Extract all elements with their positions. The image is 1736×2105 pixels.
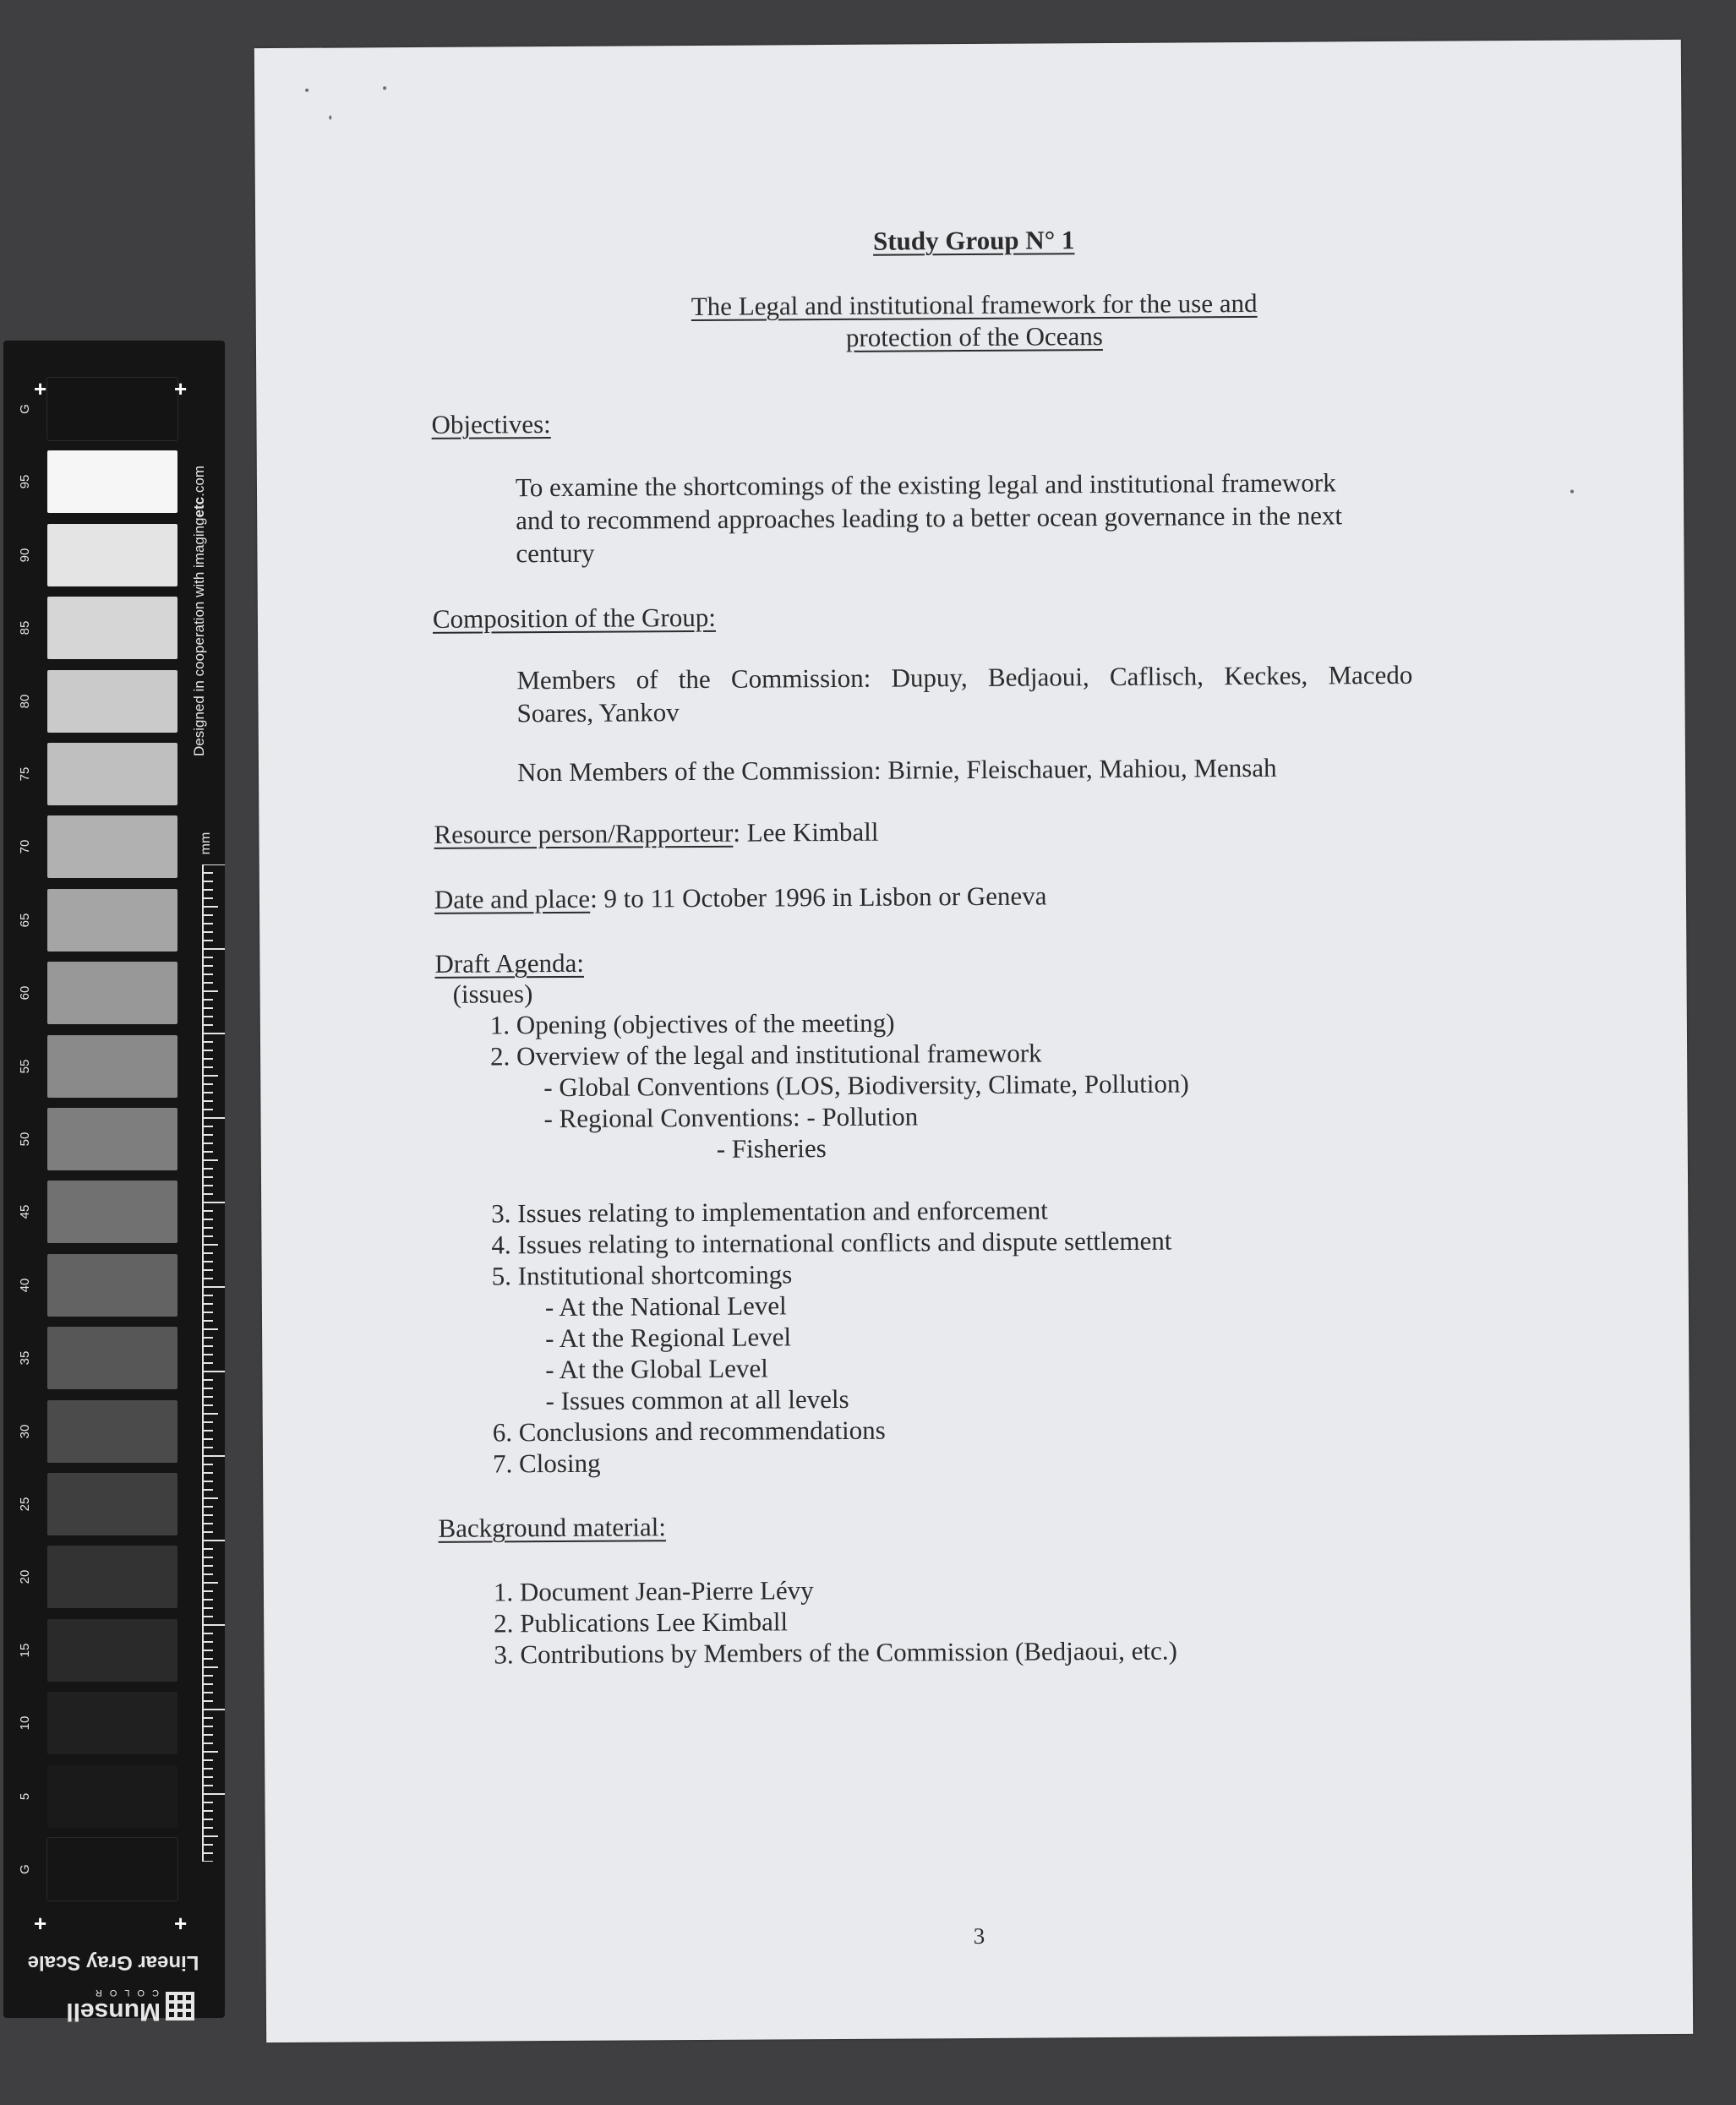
gray-patch [47, 1181, 177, 1243]
plus-mark: + [34, 376, 47, 401]
paper-speck [329, 116, 331, 120]
gray-patch-label: 85 [18, 620, 32, 635]
members-text-line2: Soares, Yankov [516, 697, 680, 728]
mm-ruler [201, 864, 227, 1862]
agenda-item-2-sub-3: - Fisheries [716, 1133, 827, 1164]
gray-patch [47, 1546, 177, 1608]
paper-sheet [254, 40, 1693, 2042]
gray-patch [47, 1619, 177, 1682]
brand-name: Munsell [66, 1998, 161, 2026]
gray-patch-label: 35 [18, 1350, 32, 1366]
gray-patch-label: 95 [18, 475, 32, 489]
gray-patch-label: 70 [18, 840, 32, 854]
background-item-1: 1. Document Jean-Pierre Lévy [493, 1575, 814, 1607]
agenda-item-7: 7. Closing [492, 1448, 601, 1479]
munsell-logo-icon [166, 1992, 194, 2020]
members-text-line1: Members of the Commission: Dupuy, Bedjaoui, Caflisch, Keckes, Macedo [516, 659, 1413, 695]
agenda-item-4: 4. Issues relating to international conflicts and dispute settlement [491, 1225, 1172, 1260]
gray-patch-label: 15 [18, 1643, 32, 1658]
gray-patch-label: 50 [18, 1132, 32, 1147]
brand-sub: COLOR [87, 1988, 159, 1998]
document-subtitle-line1: The Legal and institutional framework for the use and [691, 287, 1258, 322]
gray-patch-label: 45 [18, 1205, 32, 1219]
agenda-item-5-sub-3: - At the Global Level [545, 1353, 768, 1385]
background-heading: Background material: [438, 1512, 667, 1543]
agenda-item-5-sub-1: - At the National Level [544, 1290, 787, 1322]
agenda-item-1: 1. Opening (objectives of the meeting) [489, 1007, 895, 1040]
gray-patch-label: 80 [18, 694, 32, 708]
gray-patch [47, 1692, 177, 1754]
gray-patch-label: 75 [18, 766, 32, 782]
gray-patch-label: 40 [18, 1278, 32, 1293]
gray-scale-strip [3, 341, 225, 2026]
paper-speck [383, 86, 386, 90]
agenda-heading: Draft Agenda: [434, 947, 585, 979]
agenda-item-5: 5. Institutional shortcomings [491, 1259, 793, 1291]
agenda-item-5-sub-2: - At the Regional Level [545, 1322, 792, 1354]
agenda-item-2-sub-1: - Global Conventions (LOS, Biodiversity, Climate, Pollution) [543, 1068, 1189, 1103]
background-item-3: 3. Contributions by Members of the Commission (Bedjaoui, etc.) [494, 1635, 1178, 1670]
agenda-issues: (issues) [452, 979, 533, 1009]
gray-patch [47, 743, 177, 805]
composition-heading: Composition of the Group: [432, 602, 717, 634]
gray-patch-label: 5 [18, 1792, 32, 1800]
document-subtitle-line2: protection of the Oceans [845, 321, 1103, 352]
munsell-brand [46, 1982, 198, 2024]
gray-patch-label: G [18, 1864, 32, 1874]
gray-patch-label: 55 [18, 1059, 32, 1073]
gray-patch [47, 815, 177, 878]
plus-mark: + [174, 376, 188, 401]
document-heading: Study Group N° 1 [872, 225, 1075, 256]
gray-patch-label: 10 [18, 1715, 32, 1731]
gray-patch-label: 25 [18, 1497, 32, 1512]
gray-patch-label: 30 [18, 1424, 32, 1438]
agenda-item-2: 2. Overview of the legal and institutional framework [489, 1038, 1042, 1072]
page-number: 3 [973, 1922, 985, 1950]
gray-patch [47, 597, 177, 659]
gray-patch [47, 962, 177, 1024]
objectives-text-line1: To examine the shortcomings of the existing legal and institutional framework [515, 467, 1336, 503]
objectives-text-line3: century [516, 537, 595, 569]
gray-patch [47, 1327, 177, 1389]
resource-line: Resource person/Rapporteur: Lee Kimball [434, 816, 879, 849]
document-page [254, 40, 1693, 2042]
gray-patch [47, 1473, 177, 1535]
paper-speck [305, 89, 308, 92]
plus-mark: + [34, 1911, 47, 1936]
scale-title: Linear Gray Scale [27, 1951, 199, 1974]
agenda-item-6: 6. Conclusions and recommendations [492, 1415, 886, 1448]
designed-credit: Designed in cooperation with imagingetc.com [191, 466, 207, 756]
gray-patch [47, 1035, 177, 1098]
non-members-text: Non Members of the Commission: Birnie, Fleischauer, Mahiou, Mensah [516, 752, 1277, 788]
agenda-item-5-sub-4: - Issues common at all levels [545, 1383, 849, 1416]
date-place-line: Date and place: 9 to 11 October 1996 in Lisbon or Geneva [434, 881, 1047, 914]
objectives-heading: Objectives: [431, 409, 551, 439]
gray-patch [47, 1400, 177, 1463]
background-item-2: 2. Publications Lee Kimball [494, 1606, 789, 1639]
agenda-item-2-sub-2: - Regional Conventions: - Pollution [543, 1101, 919, 1134]
gray-patch [47, 1108, 177, 1170]
objectives-text-line2: and to recommend approaches leading to a better ocean governance in the next [516, 500, 1343, 536]
paper-speck [1570, 490, 1574, 494]
gray-patch [47, 889, 177, 952]
gray-patch [47, 1254, 177, 1317]
plus-mark: + [174, 1911, 188, 1936]
gray-patch-label: G [18, 404, 32, 414]
gray-patch-label: 90 [18, 548, 32, 563]
gray-patch-label: 65 [18, 913, 32, 928]
gray-patch-label: 60 [18, 985, 32, 1001]
gray-patch [47, 670, 177, 733]
gray-patch [47, 378, 177, 440]
gray-patch [47, 524, 177, 586]
agenda-item-3: 3. Issues relating to implementation and enforcement [491, 1195, 1048, 1229]
gray-patch [47, 1765, 177, 1828]
gray-patch [47, 1838, 177, 1900]
gray-patch-label: 20 [18, 1570, 32, 1584]
gray-patch [47, 450, 177, 513]
mm-label: mm [199, 832, 213, 855]
